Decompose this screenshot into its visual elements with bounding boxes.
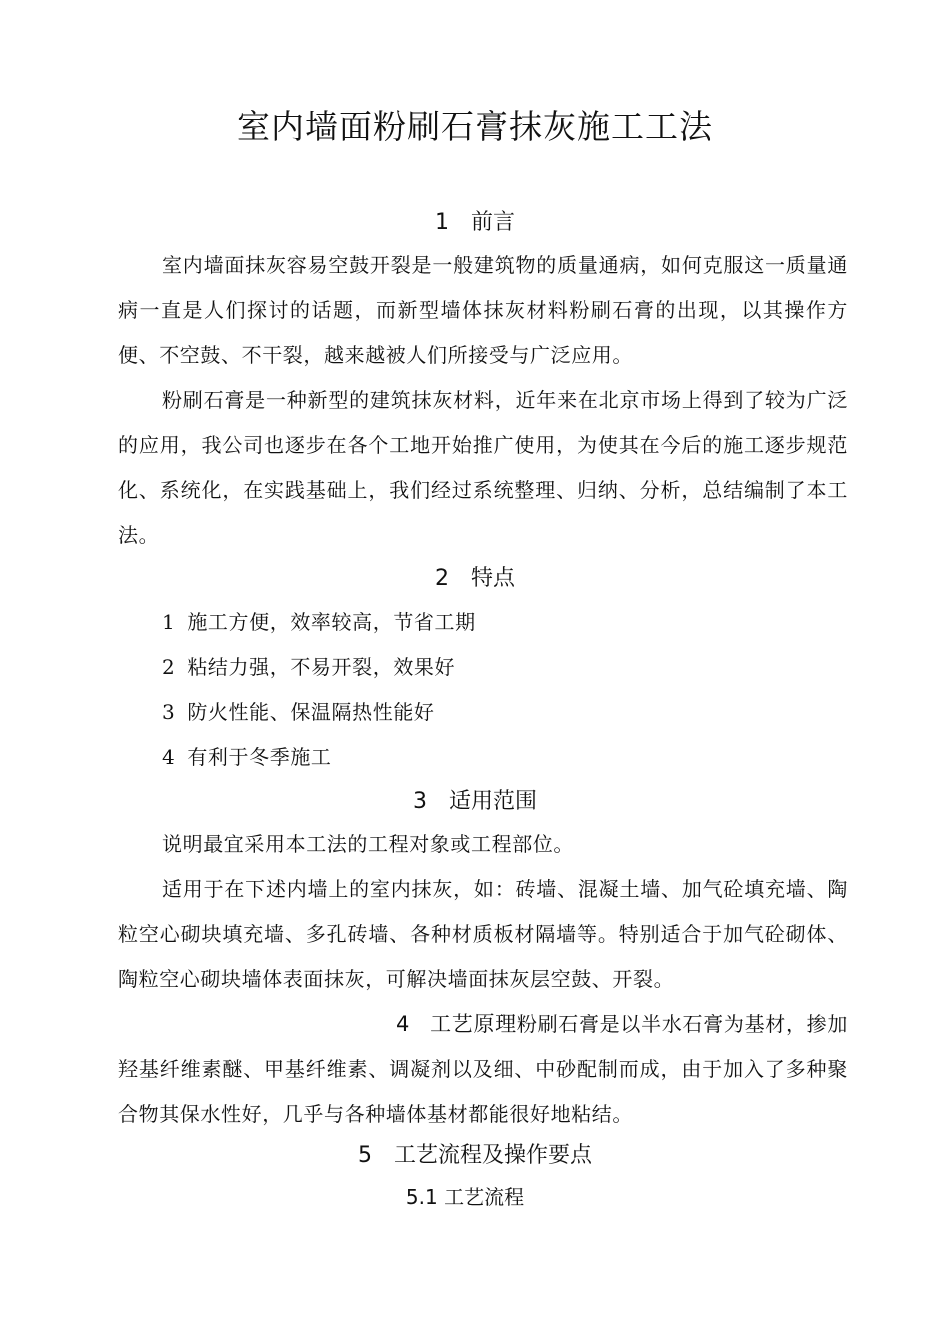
section-5-heading	[0, 1141, 950, 1171]
section-3-paragraph-2: 适用于在下述内墙上的室内抹灰，如：砖墙、混凝土墙、加气砼填充墙、陶粒空心砌块填充墙、多孔砖墙、各种材质板材隔墙等。特别适合于加气砼砌体、陶粒空心砌块墙体表面抹灰，可解决墙面抹灰层空鼓、开裂。	[118, 877, 848, 991]
feature-item-number: 4	[162, 745, 176, 769]
section-3-paragraph-1: 说明最宜采用本工法的工程对象或工程部位。	[162, 832, 574, 856]
section-5-title: 工艺流程及操作要点	[393, 1143, 592, 1168]
section-3-number: 3	[412, 789, 427, 814]
feature-item-text: 有利于冬季施工	[187, 745, 332, 769]
feature-item	[162, 742, 862, 772]
section-1-number: 1	[434, 210, 449, 235]
feature-item-number: 3	[162, 700, 176, 724]
section-3-heading	[0, 787, 950, 817]
feature-item-text: 施工方便，效率较高，节省工期	[187, 610, 476, 634]
section-1-title: 前言	[470, 210, 515, 235]
section-2-title: 特点	[470, 566, 515, 591]
feature-item	[162, 607, 862, 637]
document-title: 室内墙面粉刷石膏抹灰施工工法	[237, 107, 713, 146]
section-4-number: 4	[396, 1012, 410, 1036]
feature-item-number: 1	[162, 610, 176, 634]
feature-item-text: 粘结力强，不易开裂，效果好	[187, 655, 456, 679]
feature-item-number: 2	[162, 655, 176, 679]
feature-item	[162, 652, 862, 682]
section-2-number: 2	[434, 566, 449, 591]
section-1-paragraph-2: 粉刷石膏是一种新型的建筑抹灰材料，近年来在北京市场上得到了较为广泛的应用，我公司也逐步在各个工地开始推广使用，为使其在今后的施工逐步规范化、系统化，在实践基础上，我们经过系统整理、归纳、分析，总结编制了本工法。	[118, 388, 848, 547]
section-2-heading	[0, 564, 950, 594]
section-4-text: 粉刷石膏是以半水石膏为基材，掺加羟基纤维素醚、甲基纤维素、调凝剂以及细、中砂配制而成，由于加入了多种聚合物其保水性好，几乎与各种墙体基材都能很好地粘结。	[118, 1012, 848, 1126]
section-4-heading	[396, 1012, 517, 1036]
section-4-paragraph	[118, 1002, 848, 1137]
feature-item	[162, 697, 862, 727]
section-1-heading	[0, 208, 950, 238]
section-1-paragraph-1: 室内墙面抹灰容易空鼓开裂是一般建筑物的质量通病，如何克服这一质量通病一直是人们探讨的话题，而新型墙体抹灰材料粉刷石膏的出现，以其操作方便、不空鼓、不干裂，越来越被人们所接受与广泛应用。	[118, 253, 848, 367]
section-4-title: 工艺原理	[429, 1012, 517, 1036]
section-5-1-heading: 5.1 工艺流程	[405, 1185, 525, 1209]
feature-item-text: 防火性能、保温隔热性能好	[187, 700, 435, 724]
section-5-number: 5	[357, 1143, 372, 1168]
section-3-title: 适用范围	[448, 789, 537, 814]
